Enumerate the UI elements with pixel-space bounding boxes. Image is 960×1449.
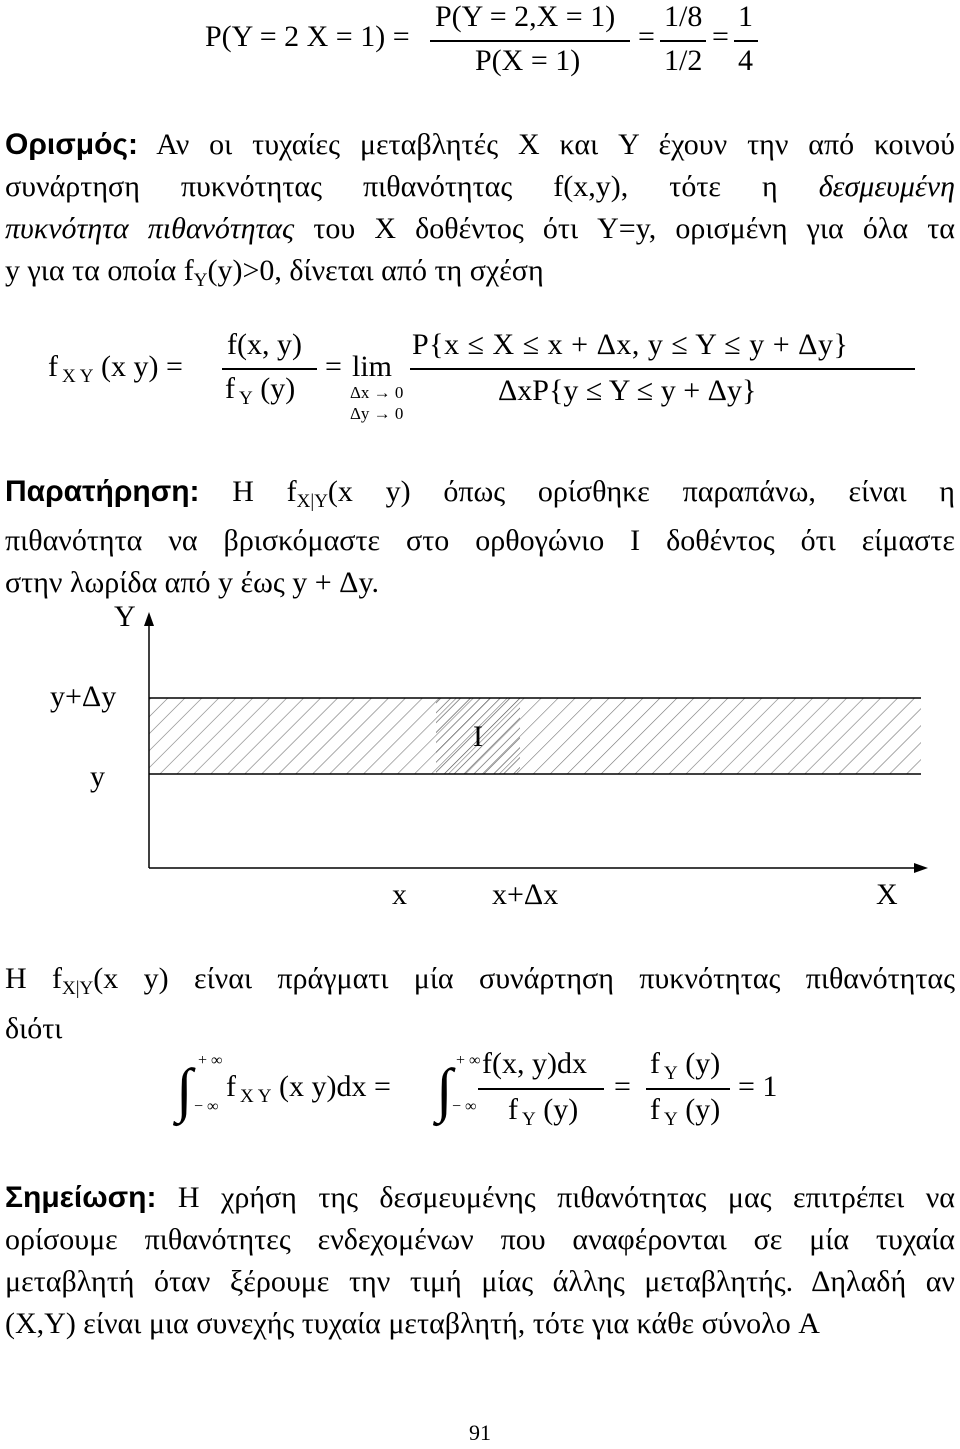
definition-line-4: y για τα οποία $f_Y(y)>0$, δίνεται από τη σχέση (5, 254, 544, 291)
y-axis-label: Y (114, 600, 136, 633)
integral-lower-1: − ∞ (194, 1098, 219, 1115)
eq2-denominator: f $_Y$ (y) (225, 372, 296, 409)
limit-operator: lim (352, 350, 393, 383)
integral-sign-2: ∫ (436, 1057, 453, 1123)
x-axis-label: X (876, 878, 898, 911)
note-line-4: (X,Y) είναι μια συνεχής τυχαία μεταβλητή, τότε για κάθε σύνολο A (5, 1307, 820, 1340)
eq1-denominator: P(X = 1) (475, 44, 581, 77)
strip-region (149, 698, 921, 774)
x-axis-arrow (914, 863, 928, 873)
x-dx-label: x+Δx (492, 878, 559, 911)
eq2-rhs-denominator: ΔxP{y ≤ Y ≤ y + Δy} (498, 374, 757, 407)
integral-upper-2: + ∞ (456, 1052, 481, 1069)
definition-label: Ορισμός: (5, 128, 139, 161)
emphasis-density: πυκνότητα πιθανότητας (5, 212, 295, 245)
y-axis-arrow (144, 612, 154, 626)
eq1-equals-2: = (712, 20, 729, 53)
y-top-label: y+Δy (50, 680, 117, 713)
eq2-lhs: f $_{X Y}$ (x y) = (48, 350, 183, 387)
integral-lower-2: − ∞ (452, 1098, 477, 1115)
definition-line-3: πυκνότητα πιθανότητας του X δοθέντος ότι Y=y, ορισμένη για όλα τα (5, 212, 956, 245)
page-number: 91 (469, 1420, 491, 1445)
eq3-numerator: f(x, y)dx (482, 1047, 587, 1080)
density-line-2: διότι (5, 1012, 63, 1045)
remark-line-2: πιθανότητα να βρισκόμαστε στο ορθογώνιο I δοθέντος ότι είμαστε (5, 524, 955, 557)
eq1-lhs: P(Y = 2 X = 1) = (205, 20, 410, 53)
y-bottom-label: y (90, 760, 105, 793)
eq2-rhs-numerator: P{x ≤ X ≤ x + Δx, y ≤ Y ≤ y + Δy} (412, 328, 849, 361)
eq1-numerator-3: 1 (738, 0, 753, 33)
eq1-numerator-2: 1/8 (664, 0, 703, 33)
eq3-denominator: f $_Y$ (y) (508, 1093, 579, 1130)
eq3-equals: = (614, 1070, 631, 1103)
eq3-integrand: f $_{X Y}$ (x y)dx = (226, 1070, 391, 1107)
eq2-equals: = (325, 350, 342, 383)
eq3-result: = 1 (738, 1070, 778, 1103)
definition-line-1: Ορισμός: Αν οι τυχαίες μεταβλητές X και Y έχουν την από κοινού (5, 128, 955, 161)
remark-line-3: στην λωρίδα από y έως y + Δy. (5, 566, 380, 599)
remark-label: Παρατήρηση: (5, 475, 200, 508)
note-line-1: Σημείωση: Η χρήση της δεσμευμένης πιθανότητας μας επιτρέπει να (5, 1181, 955, 1214)
emphasis-conditional: δεσμευμένη (818, 170, 955, 203)
integral-sign-1: ∫ (176, 1057, 193, 1123)
density-line-1: Η $f_{X|Y}(x$ y) είναι πράγματι μία συνάρτηση πυκνότητας πιθανότητας (5, 962, 955, 999)
definition-line-2: συνάρτηση πυκνότητας πιθανότητας f(x,y), τότε η δεσμευμένη (5, 170, 955, 203)
fraction-bar (646, 1088, 730, 1090)
limit-condition-y: Δy → 0 (350, 404, 404, 423)
region-label: I (473, 720, 483, 753)
eq3-numerator-2: f $_Y$ (y) (650, 1047, 721, 1084)
remark-line-1: Παρατήρηση: Η $f_{X|Y}(x$ y) όπως ορίσθηκε παραπάνω, είναι η (5, 475, 955, 512)
limit-condition-x: Δx → 0 (350, 383, 404, 402)
note-line-3: μεταβλητή όταν ξέρουμε την τιμή μίας άλλης μεταβλητής. Δηλαδή αν (5, 1265, 955, 1298)
eq1-denominator-3: 4 (738, 44, 753, 77)
eq1-equals: = (638, 20, 655, 53)
fraction-bar (478, 1088, 604, 1090)
note-line-2: ορίσουμε πιθανότητες ενδεχομένων που αναφέρονται σε μία τυχαία (5, 1223, 955, 1256)
eq1-denominator-2: 1/2 (664, 44, 703, 77)
x-label: x (392, 878, 407, 911)
integral-upper-1: + ∞ (198, 1052, 223, 1069)
note-label: Σημείωση: (5, 1181, 157, 1214)
eq3-denominator-2: f $_Y$ (y) (650, 1093, 721, 1130)
eq2-numerator: f(x, y) (227, 328, 302, 361)
eq1-numerator: P(Y = 2,X = 1) (435, 0, 616, 33)
